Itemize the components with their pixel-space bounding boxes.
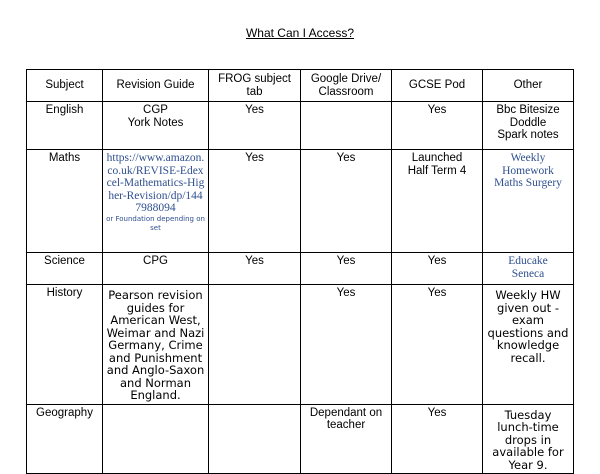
other-item: Bbc Bitesize	[496, 104, 560, 116]
pod-item: Launched	[411, 152, 463, 164]
subject-history: History	[27, 285, 103, 405]
table-row	[27, 285, 574, 405]
table-row	[27, 253, 574, 285]
other-cell	[483, 253, 574, 285]
other-item: Maths Surgery	[494, 177, 562, 189]
table-row	[27, 404, 574, 474]
subject-geography: Geography	[27, 404, 103, 474]
frog-cell	[209, 285, 301, 405]
other-item: Weekly	[510, 152, 546, 164]
header-subject: Subject	[27, 70, 103, 102]
pod-cell: Yes	[392, 253, 483, 285]
subject-english: English	[27, 102, 103, 150]
table-row	[27, 102, 574, 150]
drive-cell: Yes	[301, 285, 392, 405]
revision-cell	[103, 150, 209, 253]
other-cell	[483, 102, 574, 150]
revision-note: or Foundation depending on set	[106, 214, 205, 232]
page-title: What Can I Access?	[245, 26, 355, 40]
revision-cell	[103, 404, 209, 474]
pod-cell: Yes	[392, 102, 483, 150]
frog-cell	[209, 404, 301, 474]
frog-cell: Yes	[209, 150, 301, 253]
revision-cell	[103, 102, 209, 150]
drive-cell: Dependant on teacher	[301, 404, 392, 474]
revision-item: York Notes	[127, 116, 184, 129]
revision-link[interactable]: https://www.amazon.co.uk/REVISE-Edexcel-Mathematics-Higher-Revision/dp/1447988094	[106, 152, 205, 214]
pod-cell	[392, 150, 483, 253]
pod-item: Half Term 4	[407, 164, 467, 177]
other-cell	[483, 150, 574, 253]
drive-cell: Yes	[301, 150, 392, 253]
other-item: Homework	[502, 164, 554, 177]
header-frog: FROG subject tab	[209, 70, 301, 102]
revision-item: CGP	[143, 104, 168, 116]
other-item: Spark notes	[497, 129, 559, 141]
pod-cell: Yes	[392, 404, 483, 474]
table-row	[27, 150, 574, 253]
other-cell: Tuesday lunch-time drops in available for Year 9.	[483, 404, 574, 474]
drive-cell	[301, 102, 392, 150]
header-gcse-pod: GCSE Pod	[392, 70, 483, 102]
frog-cell: Yes	[209, 253, 301, 285]
other-item: Seneca	[511, 267, 545, 280]
header-row	[27, 70, 574, 102]
header-drive: Google Drive/ Classroom	[301, 70, 392, 102]
frog-cell: Yes	[209, 102, 301, 150]
other-item: Doddle	[509, 116, 547, 129]
pod-cell: Yes	[392, 285, 483, 405]
access-table	[26, 69, 574, 474]
subject-maths: Maths	[27, 150, 103, 253]
header-other: Other	[483, 70, 574, 102]
revision-cell: CPG	[103, 253, 209, 285]
header-revision-guide: Revision Guide	[103, 70, 209, 102]
revision-cell: Pearson revision guides for American West, Weimar and Nazi Germany, Crime and Punishment and Anglo-Saxon and Norman England.	[103, 285, 209, 405]
other-cell: Weekly HW given out - exam questions and knowledge recall.	[483, 285, 574, 405]
other-item: Educake	[508, 255, 548, 267]
subject-science: Science	[27, 253, 103, 285]
drive-cell: Yes	[301, 253, 392, 285]
